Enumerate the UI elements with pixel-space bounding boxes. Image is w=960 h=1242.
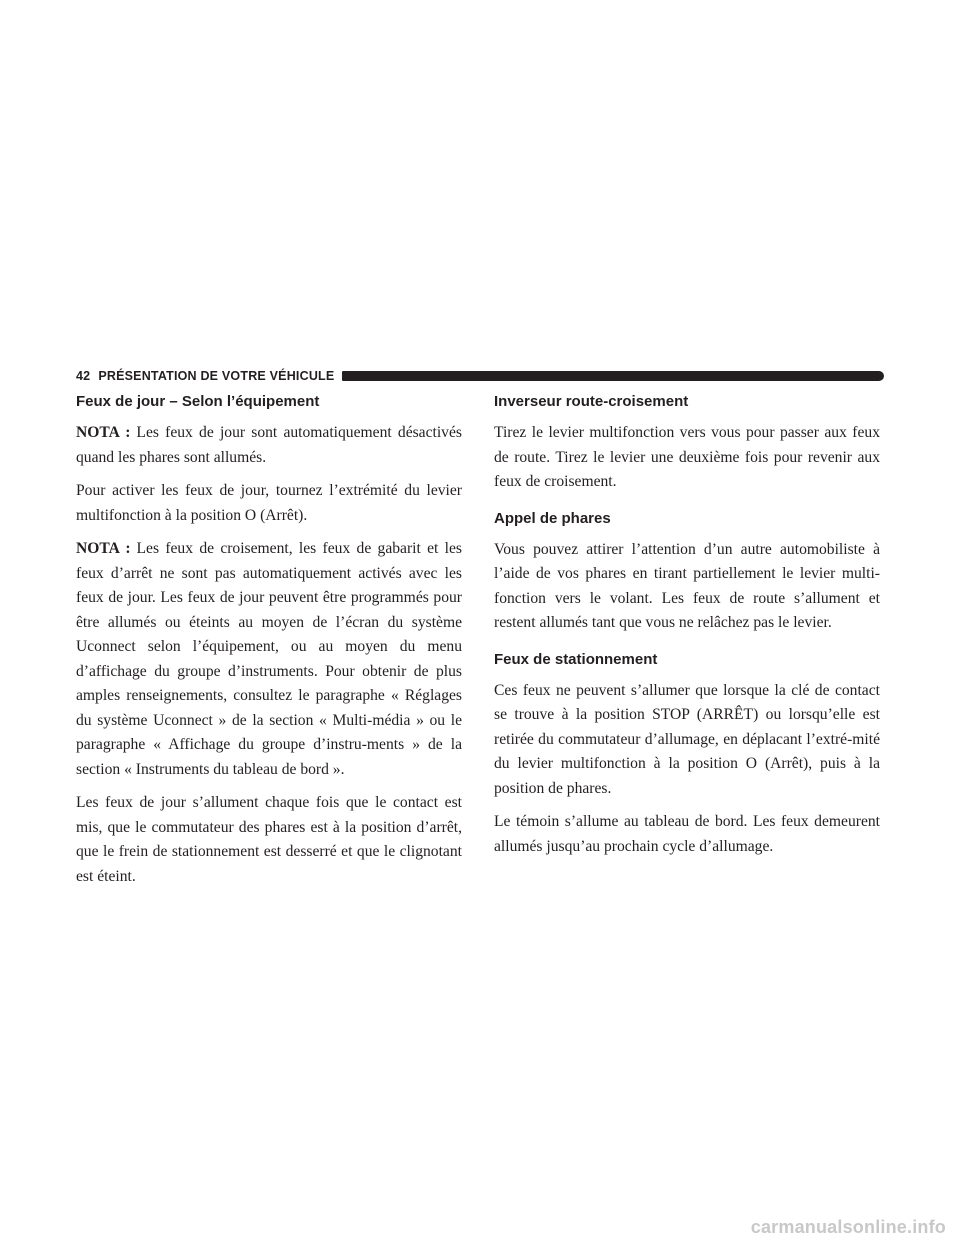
heading-parking-lights: Feux de stationnement [494,650,658,668]
page-number: 42 [76,369,91,383]
heading-high-low-beam: Inverseur route-croisement [494,393,689,410]
watermark-text: carmanualsonline.info [750,1217,946,1237]
note-text: Les feux de jour sont automatiquement désactivés quand les phares sont allumés. [76,424,462,466]
header-rule [342,371,884,381]
note-label: NOTA : [76,424,131,441]
body-paragraph: Tirez le levier multifonction vers vous pour passer aux feux de route. Tirez le levier une deuxième fois pour revenir aux feux de croisement. [494,424,880,490]
right-column [494,392,880,868]
note-text: Les feux de croisement, les feux de gabarit et les feux d’arrêt ne sont pas automatiquement activés avec les feux de jour. Les feux de jour peuvent être programmés pour être allumés ou éteints au moyen de l’écran du système Uconnect selon l’équipement, ou au moyen du menu d’affichage du groupe d’instruments. Pour obtenir de plus amples renseignements, consultez le paragraphe « Réglages du système Uconnect » de la section « Multi-média » ou le paragraphe « Affichage du groupe d’instru-ments » de la section « Instruments du tableau de bord ». [76,540,462,778]
note-paragraph-2 [76,537,462,782]
left-column [76,392,462,898]
note-paragraph-1 [76,421,462,470]
body-paragraph: Le témoin s’allume au tableau de bord. Les feux demeurent allumés jusqu’au prochain cycle d’allumage. [494,813,880,855]
heading-flash-to-pass: Appel de phares [494,509,611,527]
heading-daytime-lights: Feux de jour – Selon l’équipement [76,393,320,410]
body-paragraph: Les feux de jour s’allument chaque fois que le contact est mis, que le commutateur des phares est à la position d’arrêt, que le frein de stationnement est desserré et que le clignotant est éteint. [76,794,462,885]
body-paragraph: Pour activer les feux de jour, tournez l’extrémité du levier multifonction à la position O (Arrêt). [76,482,462,524]
note-label: NOTA : [76,540,131,557]
body-paragraph: Vous pouvez attirer l’attention d’un autre automobiliste à l’aide de vos phares en tirant partiellement le levier multi-fonction vers le volant. Les feux de route s’allument et restent allumés tant que vous ne relâchez pas le levier. [494,540,880,631]
body-paragraph: Ces feux ne peuvent s’allumer que lorsque la clé de contact se trouve à la position STOP (ARRÊT) ou lorsqu’elle est retirée du commutateur d’allumage, en déplacant l’extré-mité du levier multifonction à la position O (Arrêt), puis à la position de phares. [494,681,880,797]
section-title: PRÉSENTATION DE VOTRE VÉHICULE [98,369,335,383]
running-head [76,366,884,386]
